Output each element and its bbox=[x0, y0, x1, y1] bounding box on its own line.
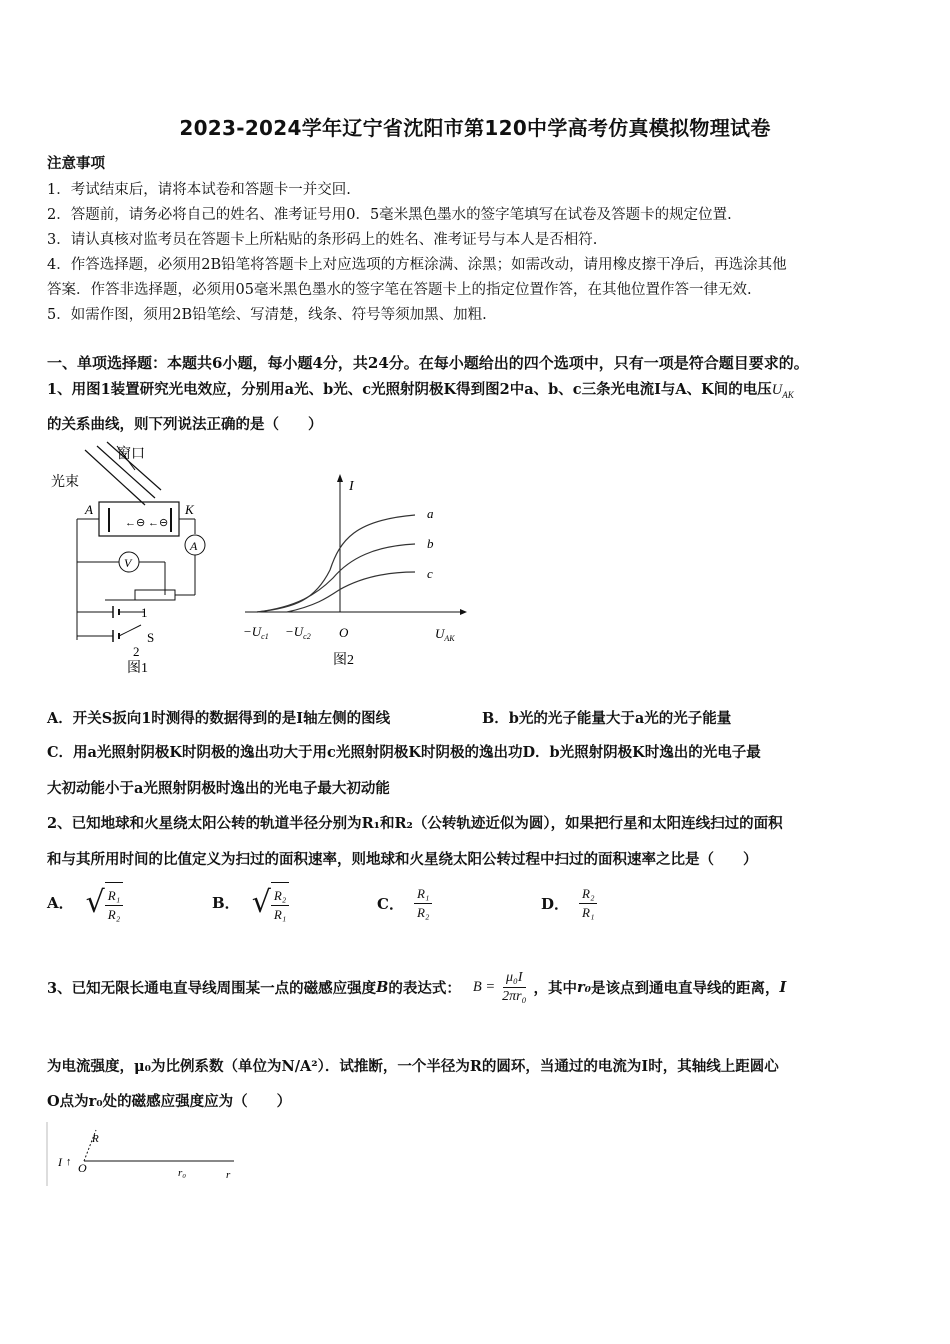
formula-b: B = $\frac{\text{μ₀I}}{\text{2πr₀}}$ bbox=[472, 970, 527, 1004]
label-uc2: $-U_{c2}$ bbox=[285, 624, 311, 641]
label-K: K bbox=[185, 502, 194, 517]
label-c: c bbox=[427, 566, 433, 581]
notice-item: 2．答题前，请务必将自己的姓名、准考证号用0．5毫米黑色墨水的签字笔填写在试卷及答题卡的规定位置. bbox=[47, 207, 732, 223]
current-arrow: ↑ bbox=[66, 1156, 72, 1168]
notice-item: 答案．作答非选择题，必须用05毫米黑色墨水的签字笔在答题卡上的指定位置作答，在其他位置作答一律无效. bbox=[47, 282, 752, 298]
q2-option-d: D． $\frac{\text{R₂}}{\text{R₁}}$ bbox=[541, 886, 597, 921]
q3-figure bbox=[44, 1120, 244, 1190]
q2-line1: 2、已知地球和火星绕太阳公转的轨道半径分别为R₁和R₂（公转轨迹近似为圆），如果把行星和太阳连线扫过的面积 bbox=[47, 815, 783, 832]
fig1-caption: 图1 bbox=[127, 661, 148, 676]
q1-option-c: C．用a光照射阴极K时阴极的逸出功大于用c光照射阴极K时阴极的逸出功 bbox=[47, 744, 523, 761]
q1-option-a: A．开关S扳向1时测得的数据得到的是I轴左侧的图线 bbox=[47, 710, 391, 727]
q3-line3: O点为r₀处的磁感应强度应为（ ） bbox=[47, 1093, 292, 1110]
notice-item: 1．考试结束后，请将本试卷和答题卡一并交回. bbox=[47, 182, 351, 198]
electron-arrows: ←⊖ ←⊖ bbox=[125, 517, 169, 529]
label-r: r bbox=[226, 1169, 231, 1181]
label-uc1: $-U_{c1}$ bbox=[243, 624, 269, 641]
label-beam: 光束 bbox=[51, 475, 79, 490]
u-ak-symbol: $U_{AK}$ bbox=[771, 382, 794, 400]
label-voltmeter: V bbox=[124, 556, 132, 570]
q1-option-d-cont: 大初动能小于a光照射阴极时逸出的光电子最大初动能 bbox=[47, 780, 390, 797]
notice-item: 4．作答选择题，必须用2B铅笔将答题卡上对应选项的方框涂满、涂黑；如需改动，请用橡皮擦干净后，再选涂其他 bbox=[47, 257, 787, 273]
y-label: I bbox=[349, 479, 354, 494]
label-window: 窗口 bbox=[117, 447, 145, 462]
section-heading: 一、单项选择题：本题共6小题，每小题4分，共24分。在每小题给出的四个选项中，只有一项是符合题目要求的。 bbox=[47, 354, 809, 372]
q1-line2: 的关系曲线，则下列说法正确的是（ ） bbox=[47, 416, 323, 433]
y-axis-arrow bbox=[337, 474, 343, 482]
label-b: b bbox=[427, 536, 434, 551]
label-ammeter: A bbox=[190, 539, 198, 553]
curve-c bbox=[287, 572, 415, 612]
label-S: S bbox=[147, 630, 155, 645]
label-a: a bbox=[427, 506, 434, 521]
q1-option-c-d bbox=[47, 741, 761, 762]
q1-stem bbox=[47, 378, 794, 400]
label-2: 2 bbox=[133, 644, 140, 659]
label-R: R bbox=[92, 1133, 99, 1145]
rheostat bbox=[135, 590, 175, 600]
fig2-caption: 图2 bbox=[333, 653, 354, 668]
q1-option-d: D．b光照射阴极K时逸出的光电子最 bbox=[522, 744, 761, 761]
notice-item: 3．请认真核对监考员在答题卡上所粘贴的条形码上的姓名、准考证号与本人是否相符. bbox=[47, 232, 598, 248]
q3-line1: 3、已知无限长通电直导线周围某一点的磁感应强度 B 的表达式： B = $\frac{\text{μ₀I}}{\text{2πr₀}}$ ，其中 r₀ 是该点到通电直导线的距离， I bbox=[47, 970, 787, 1004]
x-axis-arrow bbox=[460, 609, 467, 615]
x-label: $U_{AK}$ bbox=[435, 626, 455, 643]
curve-a bbox=[257, 515, 415, 612]
q1-option-b: B．b光的光子能量大于a光的光子能量 bbox=[482, 710, 732, 727]
label-I: I bbox=[58, 1155, 62, 1169]
label-1: 1 bbox=[141, 605, 148, 620]
label-A: A bbox=[85, 502, 93, 517]
q1-figure-1 bbox=[45, 440, 235, 680]
label-origin: O bbox=[339, 625, 349, 640]
q2-line2: 和与其所用时间的比值定义为扫过的面积速率，则地球和火星绕太阳公转过程中扫过的面积速率之比是（ ） bbox=[47, 851, 758, 868]
switch-blade bbox=[119, 625, 141, 636]
q2-option-c: C． $\frac{\text{R₁}}{\text{R₂}}$ bbox=[377, 886, 432, 921]
notice-heading: 注意事项 bbox=[47, 155, 105, 172]
q1-figure-2 bbox=[235, 460, 475, 675]
notice-item: 5．如需作图，须用2B铅笔绘、写清楚，线条、符号等须加黑、加粗. bbox=[47, 307, 487, 323]
q2-option-b: B． √ $\frac{\text{R₂}}{\text{R₁}}$ bbox=[212, 882, 289, 923]
q1-line1: 1、用图1装置研究光电效应，分别用a光、b光、c光照射阴极K得到图2中a、b、c三条光电流I与A、K间的电压 bbox=[47, 381, 772, 398]
q2-option-a: A． √ $\frac{\text{R₁}}{\text{R₂}}$ bbox=[47, 882, 123, 923]
page-title: 2023-2024学年辽宁省沈阳市第120中学高考仿真模拟物理试卷 bbox=[179, 116, 771, 140]
label-r0: r₀ bbox=[178, 1167, 187, 1179]
label-O: O bbox=[78, 1161, 87, 1175]
q3-line2: 为电流强度，μ₀为比例系数（单位为N/A²）．试推断，一个半径为R的圆环，当通过的电流为I时，其轴线上距圆心 bbox=[47, 1058, 779, 1075]
